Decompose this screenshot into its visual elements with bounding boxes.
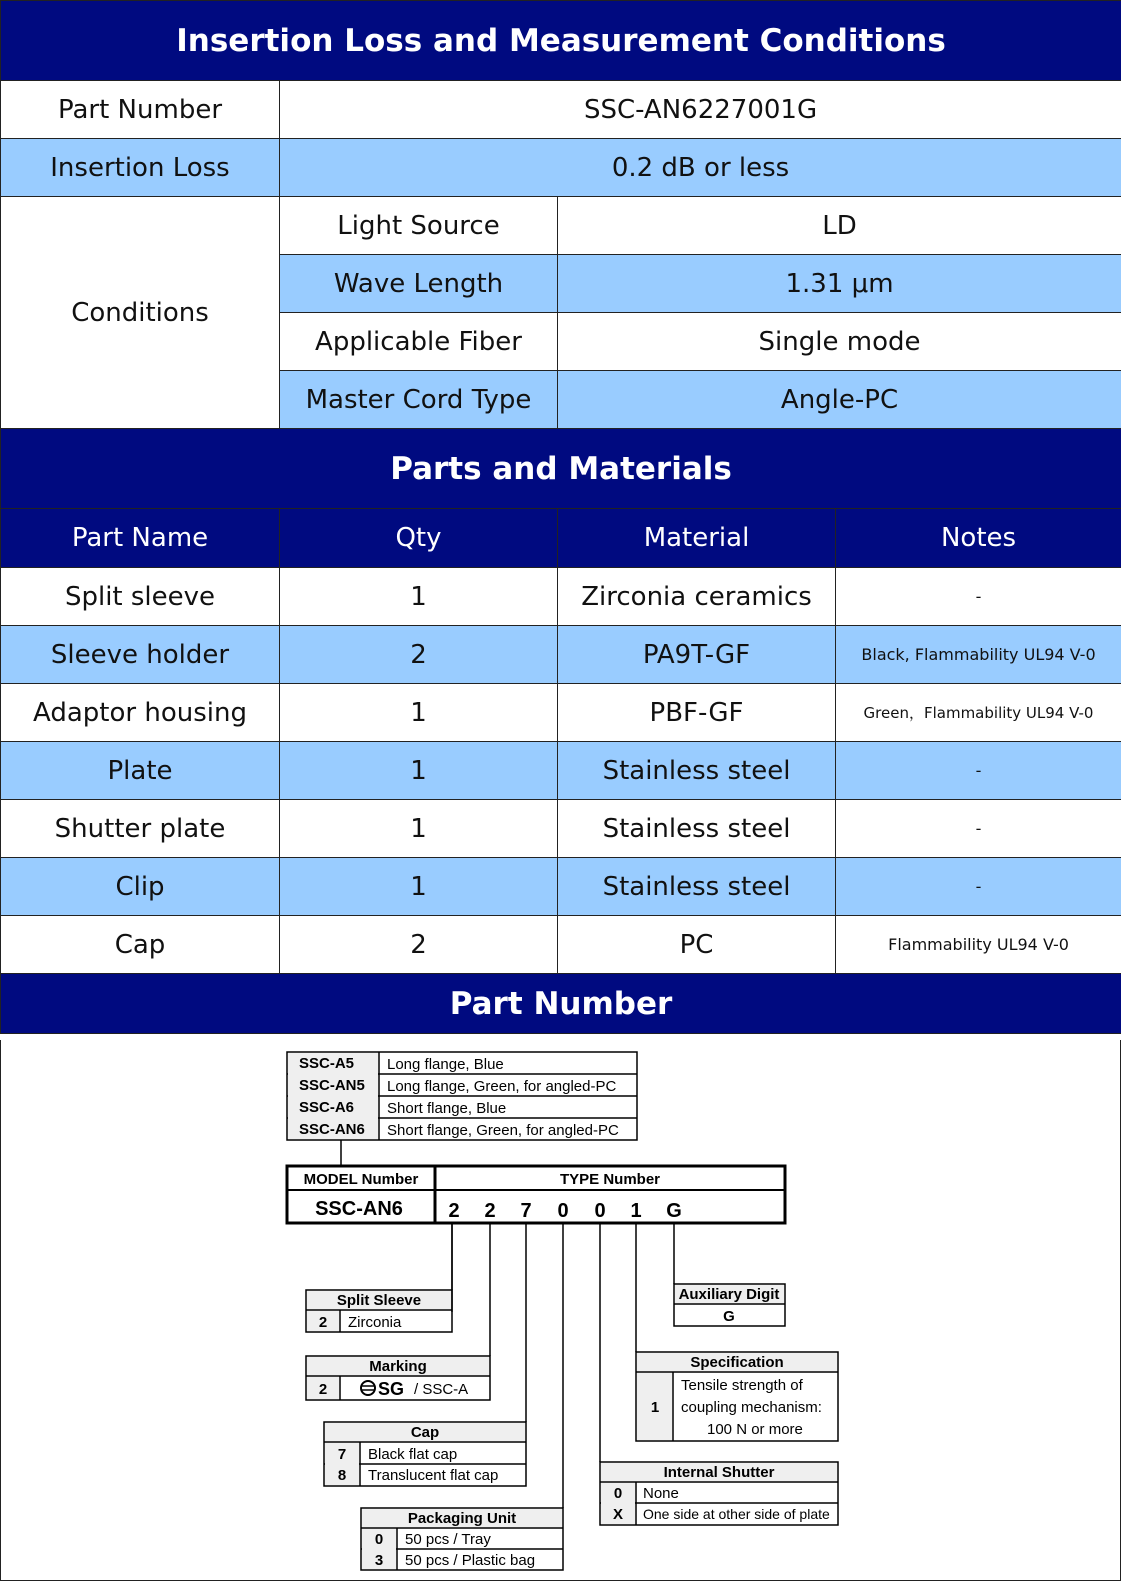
type-digit: 0	[557, 1200, 569, 1222]
model-code: SSC-A5	[299, 1055, 355, 1072]
qty-cell: 1	[280, 858, 558, 916]
specification-line: 100 N or more	[707, 1421, 803, 1438]
model-desc: Long flange, Blue	[387, 1056, 504, 1073]
cap-desc: Black flat cap	[368, 1446, 458, 1463]
column-header-part-name: Part Name	[1, 509, 280, 568]
specification-code: 1	[650, 1399, 660, 1416]
type-digit: 1	[630, 1200, 642, 1222]
specification-line: coupling mechanism:	[681, 1399, 822, 1416]
auxiliary-digit-value: G	[723, 1308, 735, 1325]
table-row	[1, 626, 1121, 684]
material-cell: PBF-GF	[558, 684, 836, 742]
cap-title: Cap	[410, 1424, 440, 1441]
condition-label: Master Cord Type	[280, 371, 558, 429]
notes-cell: -	[836, 800, 1121, 858]
qty-cell: 2	[280, 916, 558, 974]
notes-cell: Flammability UL94 V-0	[836, 916, 1121, 974]
sg-logo-icon	[361, 1381, 375, 1395]
split-sleeve-title: Split Sleeve	[336, 1292, 422, 1309]
packaging-desc: 50 pcs / Plastic bag	[405, 1552, 536, 1569]
table-row	[1, 742, 1121, 800]
split-sleeve-desc: Zirconia	[348, 1314, 402, 1331]
notes-cell: Black, Flammability UL94 V-0	[836, 626, 1121, 684]
model-number-header: MODEL Number	[303, 1171, 419, 1188]
model-code: SSC-AN6	[299, 1121, 365, 1138]
column-header-material: Material	[558, 509, 836, 568]
model-code: SSC-AN5	[299, 1077, 365, 1094]
condition-value: Single mode	[558, 313, 1121, 371]
marking-logo-text: SG	[378, 1379, 405, 1399]
material-cell: PC	[558, 916, 836, 974]
material-cell: Zirconia ceramics	[558, 568, 836, 626]
packaging-code: 3	[374, 1552, 384, 1569]
qty-cell: 1	[280, 800, 558, 858]
qty-cell: 2	[280, 626, 558, 684]
marking-title: Marking	[369, 1358, 427, 1375]
internal-shutter-title: Internal Shutter	[663, 1464, 775, 1481]
table-row	[1, 916, 1121, 974]
condition-value: 1.31 μm	[558, 255, 1121, 313]
part-name-cell: Adaptor housing	[1, 684, 280, 742]
cap-desc: Translucent flat cap	[368, 1467, 499, 1484]
qty-cell: 1	[280, 742, 558, 800]
material-cell: Stainless steel	[558, 800, 836, 858]
conditions-label: Conditions	[1, 197, 280, 429]
notes-cell: -	[836, 568, 1121, 626]
condition-label: Light Source	[280, 197, 558, 255]
type-digit: 2	[448, 1200, 460, 1222]
part-name-cell: Clip	[1, 858, 280, 916]
part-number-label: Part Number	[1, 81, 280, 139]
part-number-value: SSC-AN6227001G	[280, 81, 1121, 139]
part-name-cell: Plate	[1, 742, 280, 800]
type-digit: 7	[520, 1200, 532, 1222]
type-digit: 0	[594, 1200, 606, 1222]
condition-value: LD	[558, 197, 1121, 255]
qty-cell: 1	[280, 684, 558, 742]
column-header-qty: Qty	[280, 509, 558, 568]
material-cell: Stainless steel	[558, 742, 836, 800]
condition-label: Applicable Fiber	[280, 313, 558, 371]
part-number-section-title: Part Number	[1, 974, 1121, 1034]
condition-value: Angle-PC	[558, 371, 1121, 429]
cap-code: 8	[337, 1467, 347, 1484]
column-header-notes: Notes	[836, 509, 1121, 568]
model-desc: Long flange, Green, for angled-PC	[387, 1078, 617, 1095]
material-cell: Stainless steel	[558, 858, 836, 916]
table-row	[1, 858, 1121, 916]
insertion-loss-label: Insertion Loss	[1, 139, 280, 197]
type-number-header: TYPE Number	[559, 1171, 661, 1188]
qty-cell: 1	[280, 568, 558, 626]
insertion-loss-value: 0.2 dB or less	[280, 139, 1121, 197]
parts-section-title: Parts and Materials	[1, 429, 1121, 509]
auxiliary-digit-title: Auxiliary Digit	[678, 1286, 780, 1303]
specification-title: Specification	[690, 1354, 784, 1371]
notes-cell: Green，Flammability UL94 V-0	[836, 684, 1121, 742]
internal-shutter-code: 0	[613, 1485, 623, 1502]
table-row	[1, 684, 1121, 742]
packaging-desc: 50 pcs / Tray	[405, 1531, 491, 1548]
packaging-title: Packaging Unit	[407, 1510, 517, 1527]
internal-shutter-desc: None	[643, 1485, 679, 1502]
part-name-cell: Shutter plate	[1, 800, 280, 858]
split-sleeve-code: 2	[318, 1314, 328, 1331]
model-desc: Short flange, Blue	[387, 1100, 507, 1117]
marking-code: 2	[318, 1381, 328, 1398]
notes-cell: -	[836, 858, 1121, 916]
model-code: SSC-A6	[299, 1099, 355, 1116]
insertion-section-title: Insertion Loss and Measurement Conditions	[1, 1, 1121, 81]
cap-code: 7	[337, 1446, 347, 1463]
type-digit: 2	[484, 1200, 496, 1222]
packaging-code: 0	[374, 1531, 384, 1548]
notes-cell: -	[836, 742, 1121, 800]
part-name-cell: Cap	[1, 916, 280, 974]
part-number-diagram	[0, 1040, 1121, 1581]
part-name-cell: Split sleeve	[1, 568, 280, 626]
type-digit: G	[666, 1200, 682, 1222]
internal-shutter-desc: One side at other side of plate	[643, 1506, 830, 1522]
specification-line: Tensile strength of	[681, 1377, 803, 1394]
table-row	[1, 800, 1121, 858]
material-cell: PA9T-GF	[558, 626, 836, 684]
part-name-cell: Sleeve holder	[1, 626, 280, 684]
part-number-breakdown-figure	[1, 1040, 1120, 1580]
table-row	[1, 568, 1121, 626]
model-number-value: SSC-AN6	[315, 1198, 403, 1220]
model-desc: Short flange, Green, for angled-PC	[387, 1122, 619, 1139]
marking-desc: / SSC-A	[414, 1381, 469, 1398]
internal-shutter-code: X	[612, 1506, 624, 1523]
condition-label: Wave Length	[280, 255, 558, 313]
